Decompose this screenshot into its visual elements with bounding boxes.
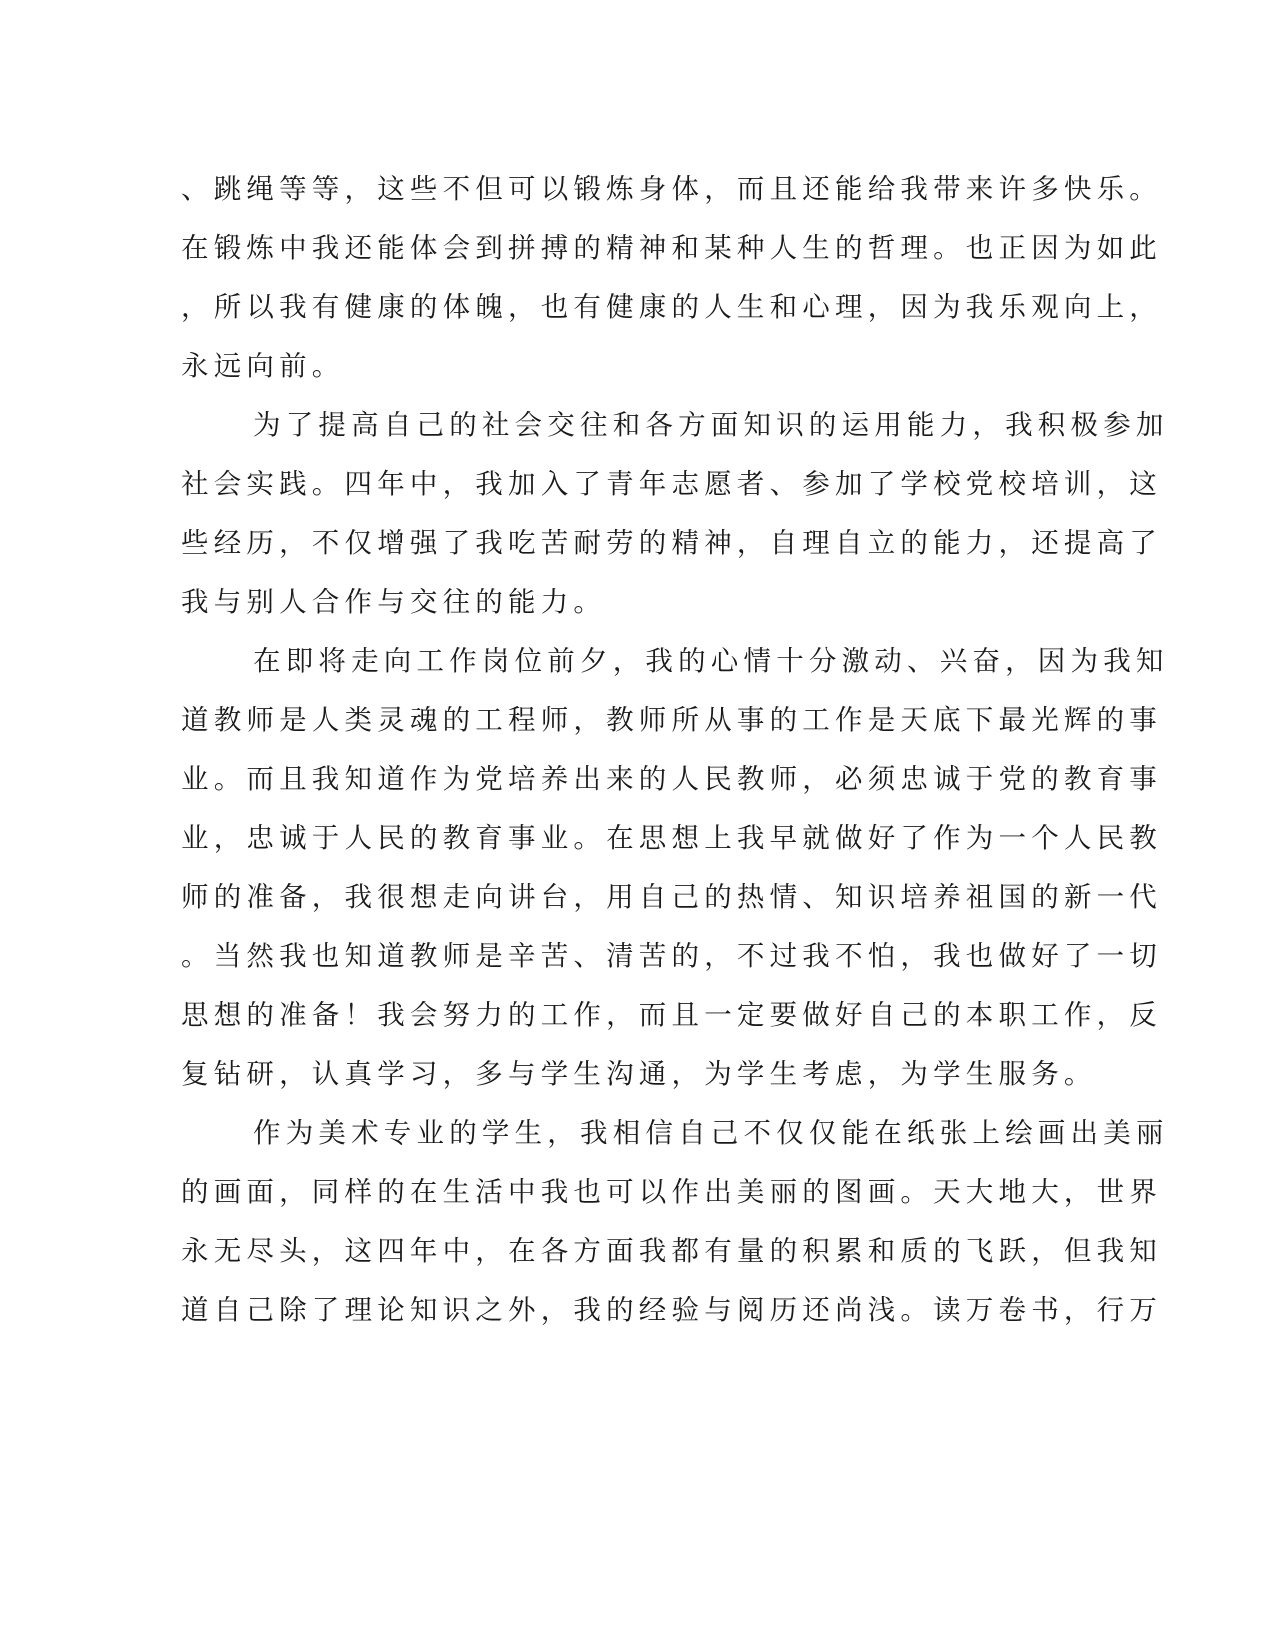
paragraph-first-line: 作为美术专业的学生，我相信自己不仅仅能在纸张上绘画出美丽 [253, 1117, 1169, 1149]
text-line: 在锻炼中我还能体会到拼搏的精神和某种人生的哲理。也正因为如此 [181, 232, 1162, 264]
text-line: 业。而且我知道作为党培养出来的人民教师，必须忠诚于党的教育事 [181, 763, 1162, 795]
body-text [181, 160, 1169, 1340]
paragraph-first-line: 在即将走向工作岗位前夕，我的心情十分激动、兴奋，因为我知 [253, 645, 1169, 677]
text-line: 。当然我也知道教师是辛苦、清苦的，不过我不怕，我也做好了一切 [181, 940, 1162, 972]
text-line: 复钻研，认真学习，多与学生沟通，为学生考虑，为学生服务。 [181, 1058, 1097, 1090]
text-line: ，所以我有健康的体魄，也有健康的人生和心理，因为我乐观向上， [181, 291, 1162, 323]
text-line: 我与别人合作与交往的能力。 [181, 586, 607, 618]
paragraph-first-line: 为了提高自己的社会交往和各方面知识的运用能力，我积极参加 [253, 409, 1169, 441]
text-line: 师的准备，我很想走向讲台，用自己的热情、知识培养祖国的新一代 [181, 881, 1162, 913]
text-line: 道教师是人类灵魂的工程师，教师所从事的工作是天底下最光辉的事 [181, 704, 1162, 736]
text-line: 的画面，同样的在生活中我也可以作出美丽的图画。天大地大，世界 [181, 1176, 1162, 1208]
text-line: 些经历，不仅增强了我吃苦耐劳的精神，自理自立的能力，还提高了 [181, 527, 1162, 559]
text-line: 道自己除了理论知识之外，我的经验与阅历还尚浅。读万卷书，行万 [181, 1294, 1162, 1326]
text-line: 社会实践。四年中，我加入了青年志愿者、参加了学校党校培训，这 [181, 468, 1162, 500]
text-line: 业，忠诚于人民的教育事业。在思想上我早就做好了作为一个人民教 [181, 822, 1162, 854]
text-line: 、跳绳等等，这些不但可以锻炼身体，而且还能给我带来许多快乐。 [181, 173, 1162, 205]
text-line: 永远向前。 [181, 350, 345, 382]
text-line: 思想的准备！我会努力的工作，而且一定要做好自己的本职工作，反 [181, 999, 1162, 1031]
text-line: 永无尽头，这四年中，在各方面我都有量的积累和质的飞跃，但我知 [181, 1235, 1162, 1267]
